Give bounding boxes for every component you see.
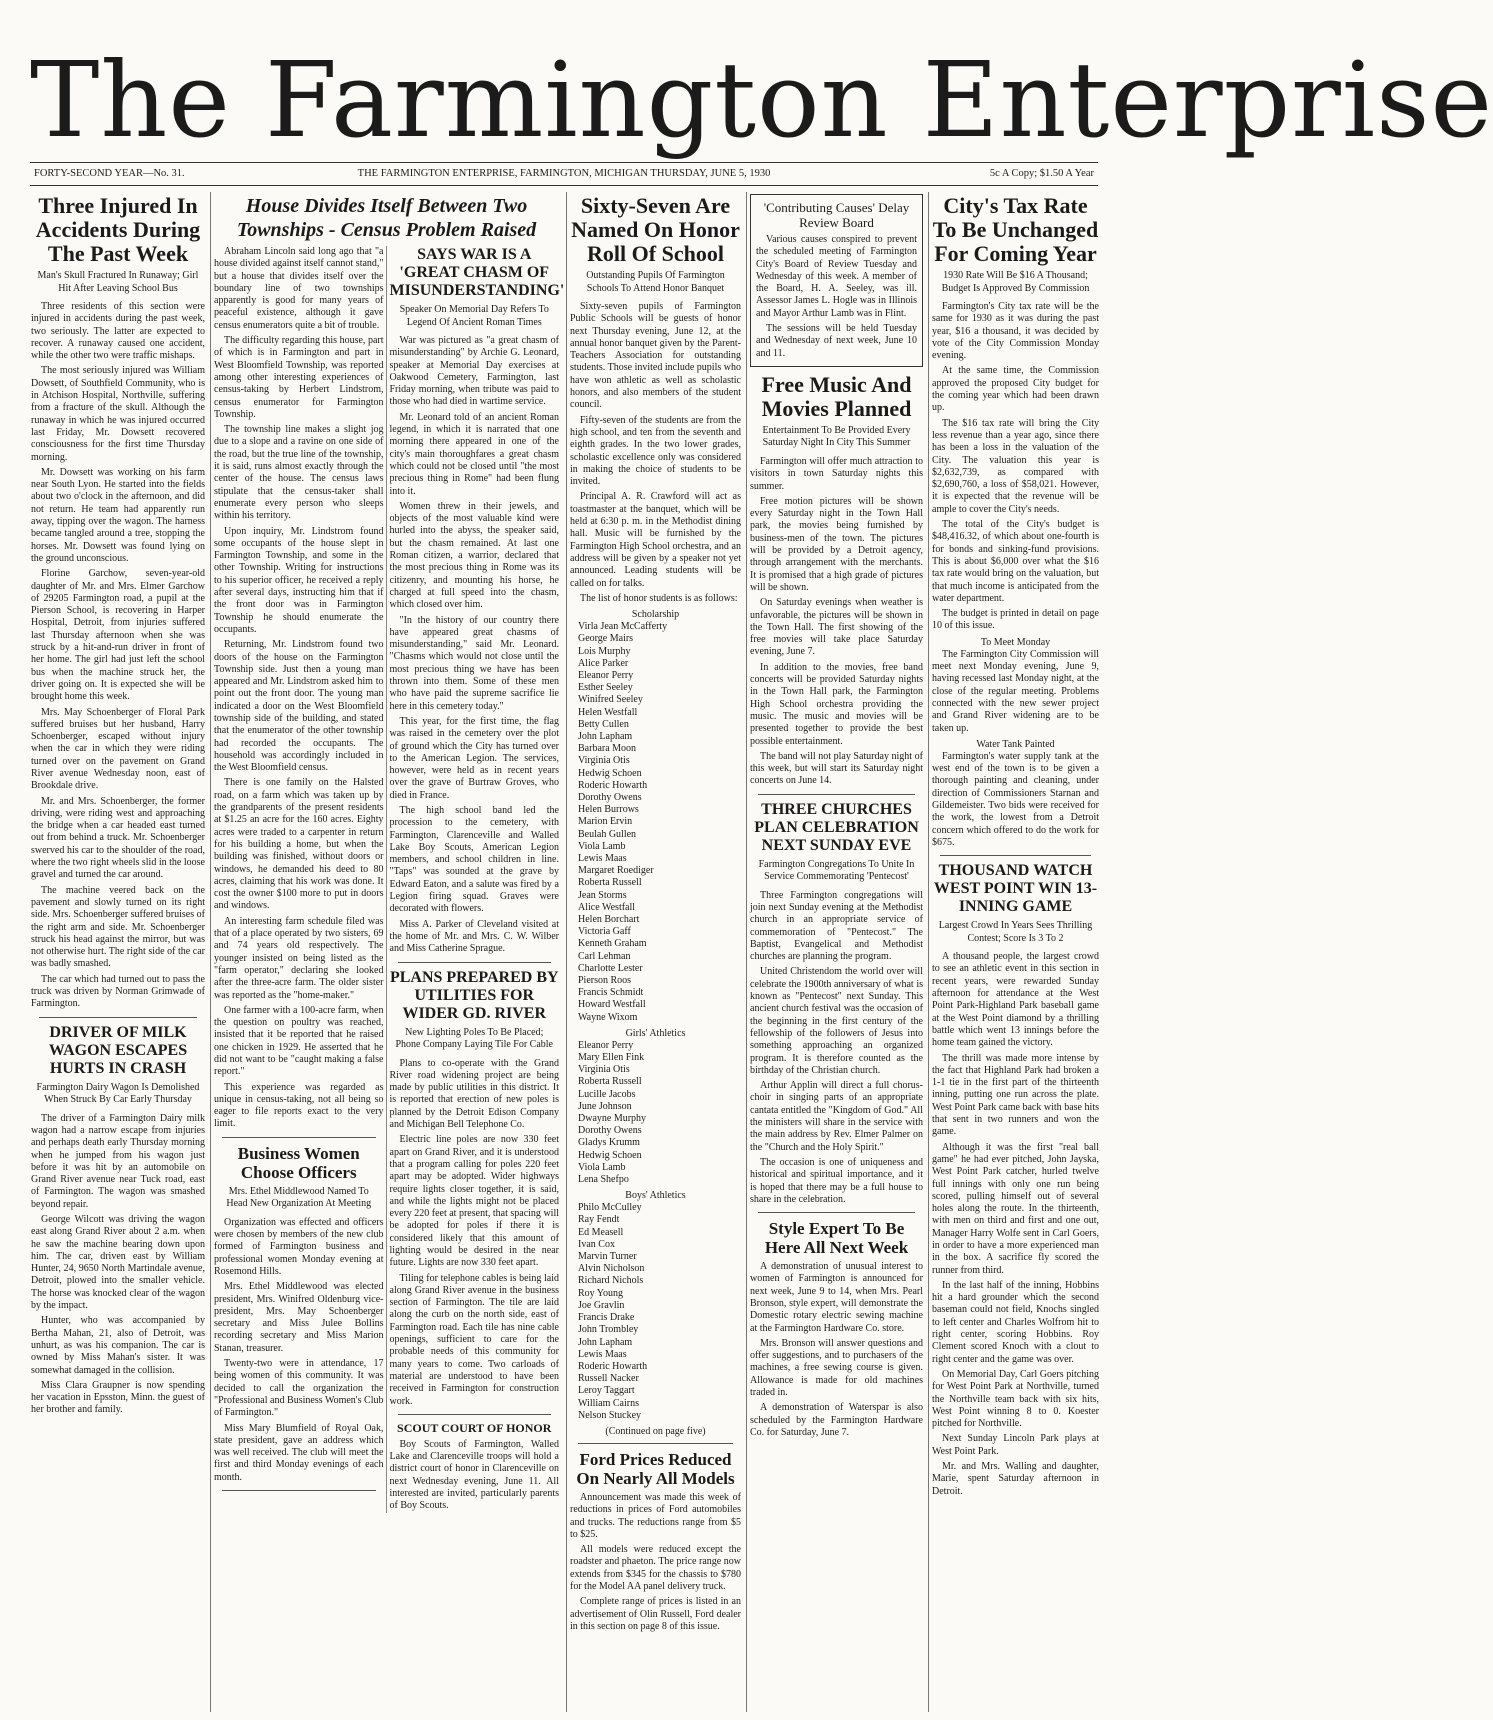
list-item: William Cairns: [578, 1397, 639, 1409]
headline-tax-rate: City's Tax Rate To Be Unchanged For Coming Year: [932, 193, 1099, 266]
headline-three-churches: THREE CHURCHES PLAN CELEBRATION NEXT SUNDAY EVE: [754, 800, 919, 854]
twocol-block: [214, 246, 565, 1513]
paragraph: Tiling for telephone cables is being laid along Grand River avenue in the business section of Farmington. The tile are laid along the curb on the north side, east of Farmington road. Each tile has nine cable openings, sufficient to care for the probable needs of this community for many years to come. Two carloads of material are understood to have been received in Farmington for construction work.: [389, 1272, 559, 1407]
list-item: Russell Nacker: [578, 1373, 639, 1385]
list-item: Lewis Maas: [578, 1348, 627, 1360]
list-item: Alice Parker: [578, 657, 629, 669]
headline-west-point: THOUSAND WATCH WEST POINT WIN 13-INNING GAME: [933, 862, 1098, 916]
column-3: [566, 192, 744, 1712]
list-item: Ed Measell: [578, 1226, 624, 1238]
headline-utilities: PLANS PREPARED BY UTILITIES FOR WIDER GD. RIVER: [389, 968, 559, 1022]
list-item: Helen Westfall: [578, 706, 638, 718]
price: 5c A Copy; $1.50 A Year: [989, 168, 1094, 179]
paragraph: George Wilcott was driving the wagon east along Grand River about 2 a.m. when he saw the machine bearing down upon him. The car, driven east by William Hunter, 24, 9650 North Martindale avenue, Detroit, plowed into the smaller vehicle. The horse was knocked clear of the wagon by the impact.: [31, 1214, 205, 1312]
continued-note: (Continued on page five): [605, 1425, 706, 1437]
list-item: Roderic Howarth: [578, 779, 648, 791]
paragraph: The high school band led the procession to the cemetery, with Farmington, Clarenceville and Walled Lake Boy Scouts, American Legion members, and school children in line. "Taps" was sounded at the grave by Edward Eaton, and a salute was fired by a Legion firing squad. Graves were decorated with flowers.: [389, 804, 559, 915]
divider: [578, 1443, 733, 1444]
paragraph: A thousand people, the largest crowd to see an athletic event in this section in recent years, were rewarded Sunday afternoon for attendance at the West Point Park-Highland Park baseball game at the West Point diamond by a thrilling battle which went 13 innings before the home team gained the victory.: [932, 951, 1099, 1049]
list-item: Howard Westfall: [578, 999, 646, 1011]
paragraph: The most seriously injured was William Dowsett, of Southfield Community, who is in Atchison Hospital, Northville, suffering from a fracture of the skull. Although the runaway in which he was injured occurred last Friday, Mr. Dowsett recovered consciousness for the first time Thursday morning.: [31, 365, 205, 463]
headline-style-expert: Style Expert To Be Here All Next Week: [764, 1219, 909, 1258]
paragraph: The car which had turned out to pass the truck was driven by Norman Grimwade of Farmington.: [31, 973, 205, 1010]
list-item: Roy Young: [578, 1287, 624, 1299]
paragraph: On Memorial Day, Carl Goers pitching for West Point Park at Northville, turned the Northville team back with six hits, West Point winning 8 to 0. Koester pitched for Northville.: [932, 1368, 1099, 1430]
column-5: [928, 192, 1102, 1712]
paragraph: Miss Mary Blumfield of Royal Oak, state president, gave an address which was well received. The club will meet the first and third Monday evenings of each month.: [214, 1422, 384, 1483]
list-item: Lucille Jacobs: [578, 1088, 636, 1100]
list-item: John Lapham: [578, 1336, 633, 1348]
paragraph: The machine veered back on the pavement and slowly turned on its right side. Mrs. Schoenberger suffered bruises of the right arm and side. Mr. Schoenberger struck his head against the mirror, but was not otherwise hurt. The right side of the car was badly smashed.: [31, 884, 205, 970]
divider: [758, 794, 915, 795]
article-tax-rate: [932, 301, 1099, 633]
divider: [222, 1137, 376, 1138]
paragraph: Florine Garchow, seven-year-old daughter of Mr. and Mrs. Elmer Garchow of 29205 Farmington road, a pupil at the Pierson School, is recovering in Harper Hospital, Detroit, from injuries suffered last Thursday afternoon when she was struck by a hit-and-run driver in front of her home. The girl had just left the school bus when the machine struck her, the driver going on. It is expected she will be brought home this week.: [31, 568, 205, 703]
paragraph: Free motion pictures will be shown every Saturday night in the Town Hall park, the movies being furnished by business-men of the town. The pictures will be provided by a Detroit agency, through arrangement with the merchants. It is promised that a high grade of pictures will be shown.: [750, 495, 923, 593]
paragraph: Announcement was made this week of reductions in prices of Ford automobiles and trucks. The reductions range from $5 to $25.: [570, 1491, 741, 1540]
list-item: Lena Shefpo: [578, 1174, 629, 1186]
article-accidents: [31, 301, 205, 1011]
article-style-expert: [750, 1261, 923, 1439]
list-item: John Trombley: [578, 1324, 639, 1336]
subhead-water-tank: Water Tank Painted: [976, 738, 1055, 750]
paragraph: A demonstration of Waterspar is also scheduled by the Farmington Hardware Co. for Saturday, June 7.: [750, 1402, 923, 1438]
paragraph: Farmington will offer much attraction to visitors in town Saturday nights this summer.: [750, 455, 923, 492]
paragraph: Organization was effected and officers were chosen by members of the new club formed of Farmington business and professional women Monday evening at Rosemond Hills.: [214, 1216, 384, 1277]
publication-date: THE FARMINGTON ENTERPRISE, FARMINGTON, MICHIGAN THURSDAY, JUNE 5, 1930: [357, 168, 771, 179]
list-heading-boys-athletics: Boys' Athletics: [625, 1190, 686, 1202]
article-house-divides: [214, 246, 384, 1131]
paragraph: In the last half of the inning, Hobbins hit a hard grounder which the second baseman could not field, Knochs singled to left center and Charles Wolfrom hit to right center, scoring Hobbins. Roy Clement scored Knoch with a clout to right center and the game was over.: [932, 1279, 1099, 1365]
list-item: Virginia Otis: [578, 755, 630, 767]
paragraph: A demonstration of unusual interest to women of Farmington is announced for next week, June 9 to 14, when Mrs. Pearl Bronson, style expert, will demonstrate the Domestic rotary electric sewing machine at the Farmington Hardware Co. store.: [750, 1261, 923, 1334]
headline-honor-roll: Sixty-Seven Are Named On Honor Roll Of School: [571, 193, 740, 266]
list-item: Alvin Nicholson: [578, 1263, 645, 1275]
divider: [398, 1414, 552, 1415]
list-item: Carl Lehman: [578, 950, 631, 962]
dateline: [30, 162, 1098, 186]
list-item: Marion Ervin: [578, 816, 633, 828]
deck-memorial-day: Speaker On Memorial Day Refers To Legend Of Ancient Roman Times: [399, 304, 549, 328]
list-item: Ivan Cox: [578, 1238, 615, 1250]
article-business-women: [214, 1217, 384, 1484]
paragraph: Mrs. May Schoenberger of Floral Park suffered bruises but her husband, Harry Schoenberger, escaped without injury when the car in which they were riding turned over on the pavement on Grand River avenue Wednesday noon, east of Brookdale drive.: [31, 706, 205, 792]
list-item: Alice Westfall: [578, 901, 636, 913]
paragraph: Complete range of prices is listed in an advertisement of Olin Russell, Ford dealer in this section on page 8 of this issue.: [570, 1596, 741, 1632]
list-item: Lewis Maas: [578, 852, 627, 864]
column-2: [210, 192, 565, 1712]
list-item: Gladys Krumm: [578, 1137, 640, 1149]
deck-accidents: Man's Skull Fractured In Runaway; Girl Hit After Leaving School Bus: [37, 270, 199, 294]
list-item: Helen Borchart: [578, 914, 640, 925]
deck-three-churches: Farmington Congregations To Unite In Service Commemorating 'Pentecost': [758, 858, 915, 883]
paragraph: The total of the City's budget is $48,416.32, of which about one-fourth is for bonds and sinking-fund provisions. This is about $6,000 over what the $16 tax rate would bring on the valuation, but that much income is anticipated from the water department.: [932, 519, 1099, 604]
volume-number: FORTY-SECOND YEAR—No. 31.: [34, 168, 185, 179]
paragraph: Three residents of this section were injured in accidents during the past week, two seriously. The latter are expected to recover. A runaway caused one accident, while the other two were traffic mishaps.: [31, 301, 205, 362]
headline-scout-court: SCOUT COURT OF HONOR: [397, 1420, 552, 1435]
divider: [398, 962, 552, 963]
list-item: Eleanor Perry: [578, 1039, 634, 1051]
paragraph: In addition to the movies, free band concerts will be provided Saturday nights in the Town Hall park, the Farmington High School orchestra providing the music. The music and movies will be presented together to provide the best possible entertainment.: [750, 661, 923, 747]
list-item: Barbara Moon: [578, 743, 637, 755]
article-milk-wagon: [31, 1113, 205, 1417]
paragraph: Farmington's City tax rate will be the same for 1930 as it was during the past year, $16 a thousand, it was decided by vote of the City Commission Monday evening.: [932, 301, 1099, 362]
paragraph: Women threw in their jewels, and objects of the most valuable kind were hurled into the abyss, the speaker said, but the chasm remained. At last one Roman citizen, a warrior, declared that the most precious thing in Rome was its citizenry, and mounting his horse, he charged at full speed into the chasm, which closed over him.: [389, 500, 559, 611]
scholarship-list: [570, 621, 741, 1024]
girls-athletics-list: [570, 1040, 741, 1186]
list-item: John Lapham: [578, 730, 633, 742]
boys-athletics-list: [570, 1202, 741, 1422]
list-item: Roberta Russell: [578, 877, 642, 889]
list-item: Eleanor Perry: [578, 669, 634, 681]
list-item: Esther Seeley: [578, 682, 633, 694]
deck-business-women: Mrs. Ethel Middlewood Named To Head New Organization At Meeting: [226, 1185, 372, 1210]
paragraph: War was pictured as "a great chasm of misunderstanding" by Archie G. Leonard, speaker at Memorial Day exercises at Oakwood Cemetery, Farmington, last Friday morning, when tribute was paid to those who had died in wartime service.: [389, 335, 559, 408]
paragraph: All models were reduced except the roadster and phaeton. The price range now extends from $345 for the chassis to $780 for the Model AA panel delivery truck.: [570, 1544, 741, 1592]
list-item: Francis Schmidt: [578, 987, 644, 999]
paragraph: Various causes conspired to prevent the scheduled meeting of Farmington City's Board of Review Tuesday and Wednesday of this week. A member of the Board, H. A. Seeley, was ill. Assessor James L. Hogle was in Illinois and Mayor Arthur Lamb was in Flint.: [756, 234, 917, 319]
article-ford-prices: [570, 1492, 741, 1633]
paragraph: Returning, Mr. Lindstrom found two doors of the house on the Farmington Township side. Just then a young man appeared and Mr. Lindstrom asked him to point out the front door. The young man indicated a door on the West Bloomfield township side of the building, and stated that the enumerator of the other township had recorded the occupants. The household was accordingly included in the West Bloomfield census.: [214, 639, 384, 774]
paragraph: There is one family on the Halsted road, on a farm which was taken up by the grandparents of the present residents at $1.25 an acre for the 160 acres. Eighty acres were traded to a carpenter in return for his building a home, but when the building was finished, without doors or windows, he demanded his deed to 80 acres, claiming that his work was done. It cost the owner $100 more to put in doors and windows.: [214, 777, 384, 912]
divider: [758, 1212, 915, 1213]
article-water-tank: [932, 751, 1099, 849]
paragraph: United Christendom the world over will celebrate the 1900th anniversary of what is known as "Pentecost" next Sunday. This ancient church festival was the occasion of the beginning in the first century of the fellowship of the followers of Jesus into something approaching an organized program. It is therefore counted as the birthday of the Christian church.: [750, 966, 923, 1076]
article-scout-court: [390, 1439, 560, 1513]
list-item: Richard Nichols: [578, 1275, 644, 1287]
list-item: Victoria Gaff: [578, 926, 631, 938]
paragraph: This experience was regarded as unique in census-taking, not all being so eager to file reports exact to the very limit.: [214, 1081, 384, 1130]
deck-tax-rate: 1930 Rate Will Be $16 A Thousand; Budget Is Approved By Commission: [941, 270, 1090, 294]
masthead-title: The Farmington Enterprise: [30, 39, 1493, 161]
paragraph: Miss Clara Graupner is now spending her vacation in Epsston, Minn. the guest of her brother and family.: [31, 1379, 205, 1416]
divider: [39, 1017, 197, 1018]
masthead: [30, 39, 1493, 161]
list-item: Jean Storms: [578, 889, 627, 901]
list-item: Virla Jean McCafferty: [578, 621, 668, 633]
list-item: Marvin Turner: [578, 1251, 637, 1263]
list-item: George Mairs: [578, 633, 634, 645]
deck-milk-wagon: Farmington Dairy Wagon Is Demolished When Struck By Car Early Thursday: [36, 1081, 200, 1106]
list-item: Mary Ellen Fink: [578, 1052, 645, 1064]
list-item: Hedwig Schoen: [578, 1149, 642, 1161]
deck-utilities: New Lighting Poles To Be Placed; Phone Company Laying Tile For Cable: [395, 1026, 553, 1051]
list-item: Virginia Otis: [578, 1064, 630, 1076]
column-1: [28, 192, 208, 1712]
deck-free-music: Entertainment To Be Provided Every Saturday Night In City This Summer: [762, 424, 911, 449]
paragraph: Principal A. R. Crawford will act as toastmaster at the banquet, which will be held at 6:30 p. m. in the Methodist dining hall. Music will be furnished by the Farmington High School orchestra, and an address will be given by a speaker not yet announced. Leading students will be called on for talks.: [570, 491, 741, 589]
list-item: Margaret Roediger: [578, 865, 654, 877]
list-item: Leroy Taggart: [578, 1385, 635, 1397]
paragraph: At the same time, the Commission approved the proposed City budget for the coming year which had been drawn up.: [932, 365, 1099, 414]
headline-business-women: Business Women Choose Officers: [237, 1143, 360, 1182]
divider: [222, 1490, 376, 1491]
paragraph: The list of honor students is as follows:: [580, 592, 738, 604]
paragraph: Hunter, who was accompanied by Bertha Mahan, 21, also of Detroit, was unhurt, as was his companion. The car is owned by Miss Mahan's sister. It was somewhat damaged in the collision.: [31, 1315, 205, 1376]
headline-free-music: Free Music And Movies Planned: [761, 371, 912, 421]
article-west-point: [932, 951, 1099, 1498]
deck-honor-roll: Outstanding Pupils Of Farmington Schools To Attend Honor Banquet: [586, 270, 725, 294]
list-item: Lois Murphy: [578, 645, 631, 657]
list-item: Charlotte Lester: [578, 962, 643, 974]
headline-accidents: Three Injured In Accidents During The Past Week: [35, 193, 201, 266]
paragraph: The occasion is one of uniqueness and historical and spiritual importance, and it is hoped that there may be a full house to share in the celebration.: [750, 1156, 923, 1205]
paragraph: Mr. Leonard told of an ancient Roman legend, in which it is narrated that one morning there appeared in one of the city's main thoroughfares a great chasm which could not be closed until "the most precious thing in Rome" had been flung into it.: [389, 411, 559, 497]
list-item: Dorothy Owens: [578, 1125, 642, 1137]
paragraph: Electric line poles are now 330 feet apart on Grand River, and it is understood that a program calling for poles 220 feet apart may be adopted. Wider highways require lights closer together, it is said, and while the lights might not be placed every 220 feet at present, that spacing will be adopted for poles if there it is considered likely that this amount of lighting would be desired in the near future. Lights are now 330 feet apart.: [389, 1134, 559, 1269]
list-item: Hedwig Schoen: [578, 767, 642, 779]
list-item: Helen Burrows: [578, 804, 639, 816]
paragraph: Abraham Lincoln said long ago that "a house divided against itself cannot stand," but a house that divides itself over the boundary line of two townships apparently is good for many years of peaceful existence, although it gave census enumerators quite a bit of trouble.: [214, 246, 384, 331]
article-utilities: [390, 1058, 560, 1408]
paragraph: The Farmington City Commission will meet next Monday evening, June 9, having recessed last Monday night, at the close of the regular meeting. Problems connected with the new sewer project and Grand River widening are to be taken up.: [932, 648, 1099, 734]
list-item: Joe Gravlin: [578, 1299, 625, 1311]
list-item: Philo McCulley: [578, 1202, 642, 1214]
list-item: Roderic Howarth: [578, 1360, 648, 1372]
list-item: Viola Lamb: [578, 840, 626, 852]
list-item: Dwayne Murphy: [578, 1113, 647, 1125]
paragraph: Mrs. Ethel Middlewood was elected president, Mrs. Winifred Oldenburg vice-president, Mrs. May Schoenberger secretary and Miss Julee Bollins recording secretary and Miss Marion Stanan, treasurer.: [214, 1281, 384, 1354]
paragraph: The band will not play Saturday night of this week, but will start its Saturday night concerts on June 14.: [750, 750, 923, 787]
paragraph: Sixty-seven pupils of Farmington Public Schools will be guests of honor next Thursday evening, June 12, at the annual honor banquet given by the Parent-Teachers Association for outstanding students. Those invited include pupils who have won athletic as well as scholastic honors, and also members of the student council.: [570, 301, 741, 411]
paragraph: Mr. Dowsett was working on his farm near South Lyon. He started into the fields about two o'clock in the afternoon, and did not return. He team had apparently run away, tipping over the wagon. The harness became tangled around a tree, stopping the horses. Mr. Dowsett was found lying on the ground unconscious.: [31, 466, 205, 564]
subhead-to-meet-monday: To Meet Monday: [980, 636, 1051, 648]
list-item: Nelson Stuckey: [578, 1409, 642, 1421]
paragraph: "In the history of our country there have appeared great chasms of misunderstanding," said Mr. Leonard. "Chasms which would not close until the most precious thing we have has been thrown into them. Some of these men who have paid the supreme sacrifice lie here in this cemetery today.": [389, 614, 559, 712]
list-item: June Johnson: [578, 1100, 632, 1112]
list-item: Ray Fendt: [578, 1214, 620, 1226]
paragraph: Although it was the first "real ball game" he had ever pitched, John Jayska, West Point Park catcher, hurled twelve full innings with only one run being scored, pulling himself out of several holes along the route. In the thirteenth, with men on third and first and one out, Manager Harry Wolfe sent in Carl Goers, in order to have a more experienced man in the box. A sacrifice fly scored the runner from third.: [932, 1141, 1099, 1276]
headline-house-divides: House Divides Itself Between Two Townships - Census Problem Raised: [236, 195, 537, 241]
paragraph: Mr. and Mrs. Walling and daughter, Marie, spent Saturday afternoon in Detroit.: [932, 1461, 1099, 1497]
paragraph: Mrs. Bronson will answer questions and offer suggestions, and to purchasers of the machines, a free sewing course is given. Allowance is made for old machines traded in.: [750, 1337, 923, 1399]
paragraph: Three Farmington congregations will join next Sunday evening at the Methodist church in an appropriate service of commemoration of "Pentecost." The Baptist, Evangelical and Methodist churches are planning the program.: [750, 889, 923, 963]
paragraph: The budget is printed in detail on page 10 of this issue.: [932, 608, 1099, 632]
paragraph: Boy Scouts of Farmington, Walled Lake and Clarenceville troops will hold a district court of honor in Clarenceville on next Wednesday evening, June 11. All interested are invited, particularly parents of Boy Scouts.: [389, 1438, 559, 1512]
list-item: Dorothy Owens: [578, 791, 642, 803]
paragraph: This year, for the first time, the flag was raised in the cemetery over the plot of ground which the City has turned over to the American Legion. The services, however, were held as in recent years over the grave of Burtraw Groves, who died in France.: [389, 715, 559, 801]
article-three-churches: [750, 890, 923, 1206]
column-4: [746, 192, 926, 1712]
headline-review-board: 'Contributing Causes' Delay Review Board: [763, 200, 910, 230]
paragraph: Fifty-seven of the students are from the high school, and ten from the seventh and eighth grades. In the two lower grades, scholastic excellence only was considered in making the choice of students to be invited.: [570, 414, 741, 488]
list-item: Wayne Wixom: [578, 1011, 638, 1023]
list-item: Winifred Seeley: [578, 694, 643, 706]
headline-memorial-day: SAYS WAR IS A 'GREAT CHASM OF MISUNDERSTANDING': [389, 246, 565, 299]
article-memorial-day: [390, 335, 560, 956]
paragraph: The township line makes a slight jog due to a slope and a ravine on one side of the road, but the true line of the township, it is said, runs almost exactly through the center of the house. The census laws stipulate that the census-taker shall enumerate every person who sleeps within his territory.: [214, 424, 384, 522]
article-honor-roll: [570, 301, 741, 605]
deck-west-point: Largest Crowd In Years Sees Thrilling Contest; Score Is 3 To 2: [938, 920, 1093, 944]
paragraph: The sessions will be held Tuesday and Wednesday of next week, June 10 and 11.: [756, 323, 917, 359]
headline-ford-prices: Ford Prices Reduced On Nearly All Models: [576, 1449, 735, 1488]
paragraph: Upon inquiry, Mr. Lindstrom found some occupants of the house slept in Farmington Township, and some in the other Township. Writing for instructions to his superior officer, he received a reply after several days, instructing him that if the front door was in Farmington Township he should enumerate the occupants.: [214, 525, 384, 635]
list-item: Pierson Roos: [578, 975, 632, 987]
paragraph: On Saturday evenings when weather is unfavorable, the pictures will be shown in the Town Hall. The first showing of the free movies will take place Saturday evening, June 7.: [750, 597, 923, 658]
list-item: Viola Lamb: [578, 1161, 626, 1173]
paragraph: Plans to co-operate with the Grand River road widening project are being made by public utilities in this district. It is reported that erection of new poles is planned by the Detroit Edison Company and Michigan Bell Telephone Co.: [389, 1057, 559, 1131]
list-heading-scholarship: Scholarship: [631, 609, 680, 621]
paragraph: The difficulty regarding this house, part of which is in Farmington and part in West Bloomfield Township, was reported among other interesting experiences of census-taking by Herbert Lindstrom, census enumerator for Farmington Township.: [214, 335, 384, 420]
paragraph: One farmer with a 100-acre farm, when the question on poultry was reached, insisted that it be reported that he raised one chicken in 1929. He asserted that he did not want to be "caught making a false report.": [214, 1004, 384, 1078]
paragraph: Farmington's water supply tank at the west end of the town is to be given a thorough painting and cleaning, under direction of Commissioners Starnan and Gildemeister. Two bids were received for the work, the lowest from a Detroit concern which offered to do the work for $675.: [932, 750, 1099, 848]
divider: [940, 855, 1091, 856]
paragraph: The thrill was made more intense by the fact that Highland Park had broken a 1-1 tie in the first part of the thirteenth inning, putting one run across the plate. West Point Park came back with base hits that sent in two runners and won the game.: [932, 1052, 1099, 1138]
list-item: Francis Drake: [578, 1312, 635, 1324]
list-item: Betty Cullen: [578, 718, 629, 730]
paragraph: Next Sunday Lincoln Park plays at West Point Park.: [932, 1433, 1099, 1457]
article-to-meet-monday: [932, 649, 1099, 735]
list-item: Roberta Russell: [578, 1076, 642, 1088]
article-free-music: [750, 456, 923, 788]
headline-milk-wagon: DRIVER OF MILK WAGON ESCAPES HURTS IN CRASH: [48, 1023, 188, 1077]
article-review-board: [756, 234, 917, 360]
paragraph: The driver of a Farmington Dairy milk wagon had a narrow escape from injuries and perhaps death early Thursday morning when he jumped from his wagon just before it was hit by an automobile on Grand River avenue near Tuck road, east of Farmington. The wagon was smashed beyond repair.: [31, 1112, 205, 1210]
list-item: Kenneth Graham: [578, 938, 647, 950]
paragraph: Arthur Applin will direct a full chorus-choir in singing parts of an appropriate cantata entitled the "Kingdom of God." All the ministers will share in the service with the main address by Rev. Elmer Palmer on the "Church and the Holy Spirit.": [750, 1080, 923, 1153]
paragraph: Mr. and Mrs. Schoenberger, the former driving, were riding west and approaching the bridge when a car headed east turned out from behind a truck. Mr. Schoenberger swerved his car to the shoulder of the road, where the two right wheels slid in the loose gravel and turned the car around.: [31, 795, 205, 881]
review-board-box: [750, 194, 923, 367]
list-item: Beulah Gullen: [578, 828, 637, 840]
paragraph: The $16 tax rate will bring the City less revenue than a year ago, since there has been a loss in the valuation of the City. The valuation this year is $2,632,739, as compared with $2,690,760, a loss of $58,021. However, it is expected that the revenue will be ample to cover the City's needs.: [932, 417, 1099, 515]
paragraph: Twenty-two were in attendance, 17 being women of this community. It was decided to call the organization the "Professional and Business Women's Club of Farmington.": [214, 1358, 384, 1419]
paragraph: Miss A. Parker of Cleveland visited at the home of Mr. and Mrs. C. W. Wilber and Miss Catherine Sprague.: [389, 918, 559, 955]
list-heading-girls-athletics: Girls' Athletics: [625, 1027, 686, 1039]
paragraph: An interesting farm schedule filed was that of a place operated by two sisters, 69 and 74 years old respectively. The younger insisted on being listed as the "farm operator," declaring she looked after the three-acre farm. The older sister was reported as the "home-maker.": [214, 915, 384, 1001]
